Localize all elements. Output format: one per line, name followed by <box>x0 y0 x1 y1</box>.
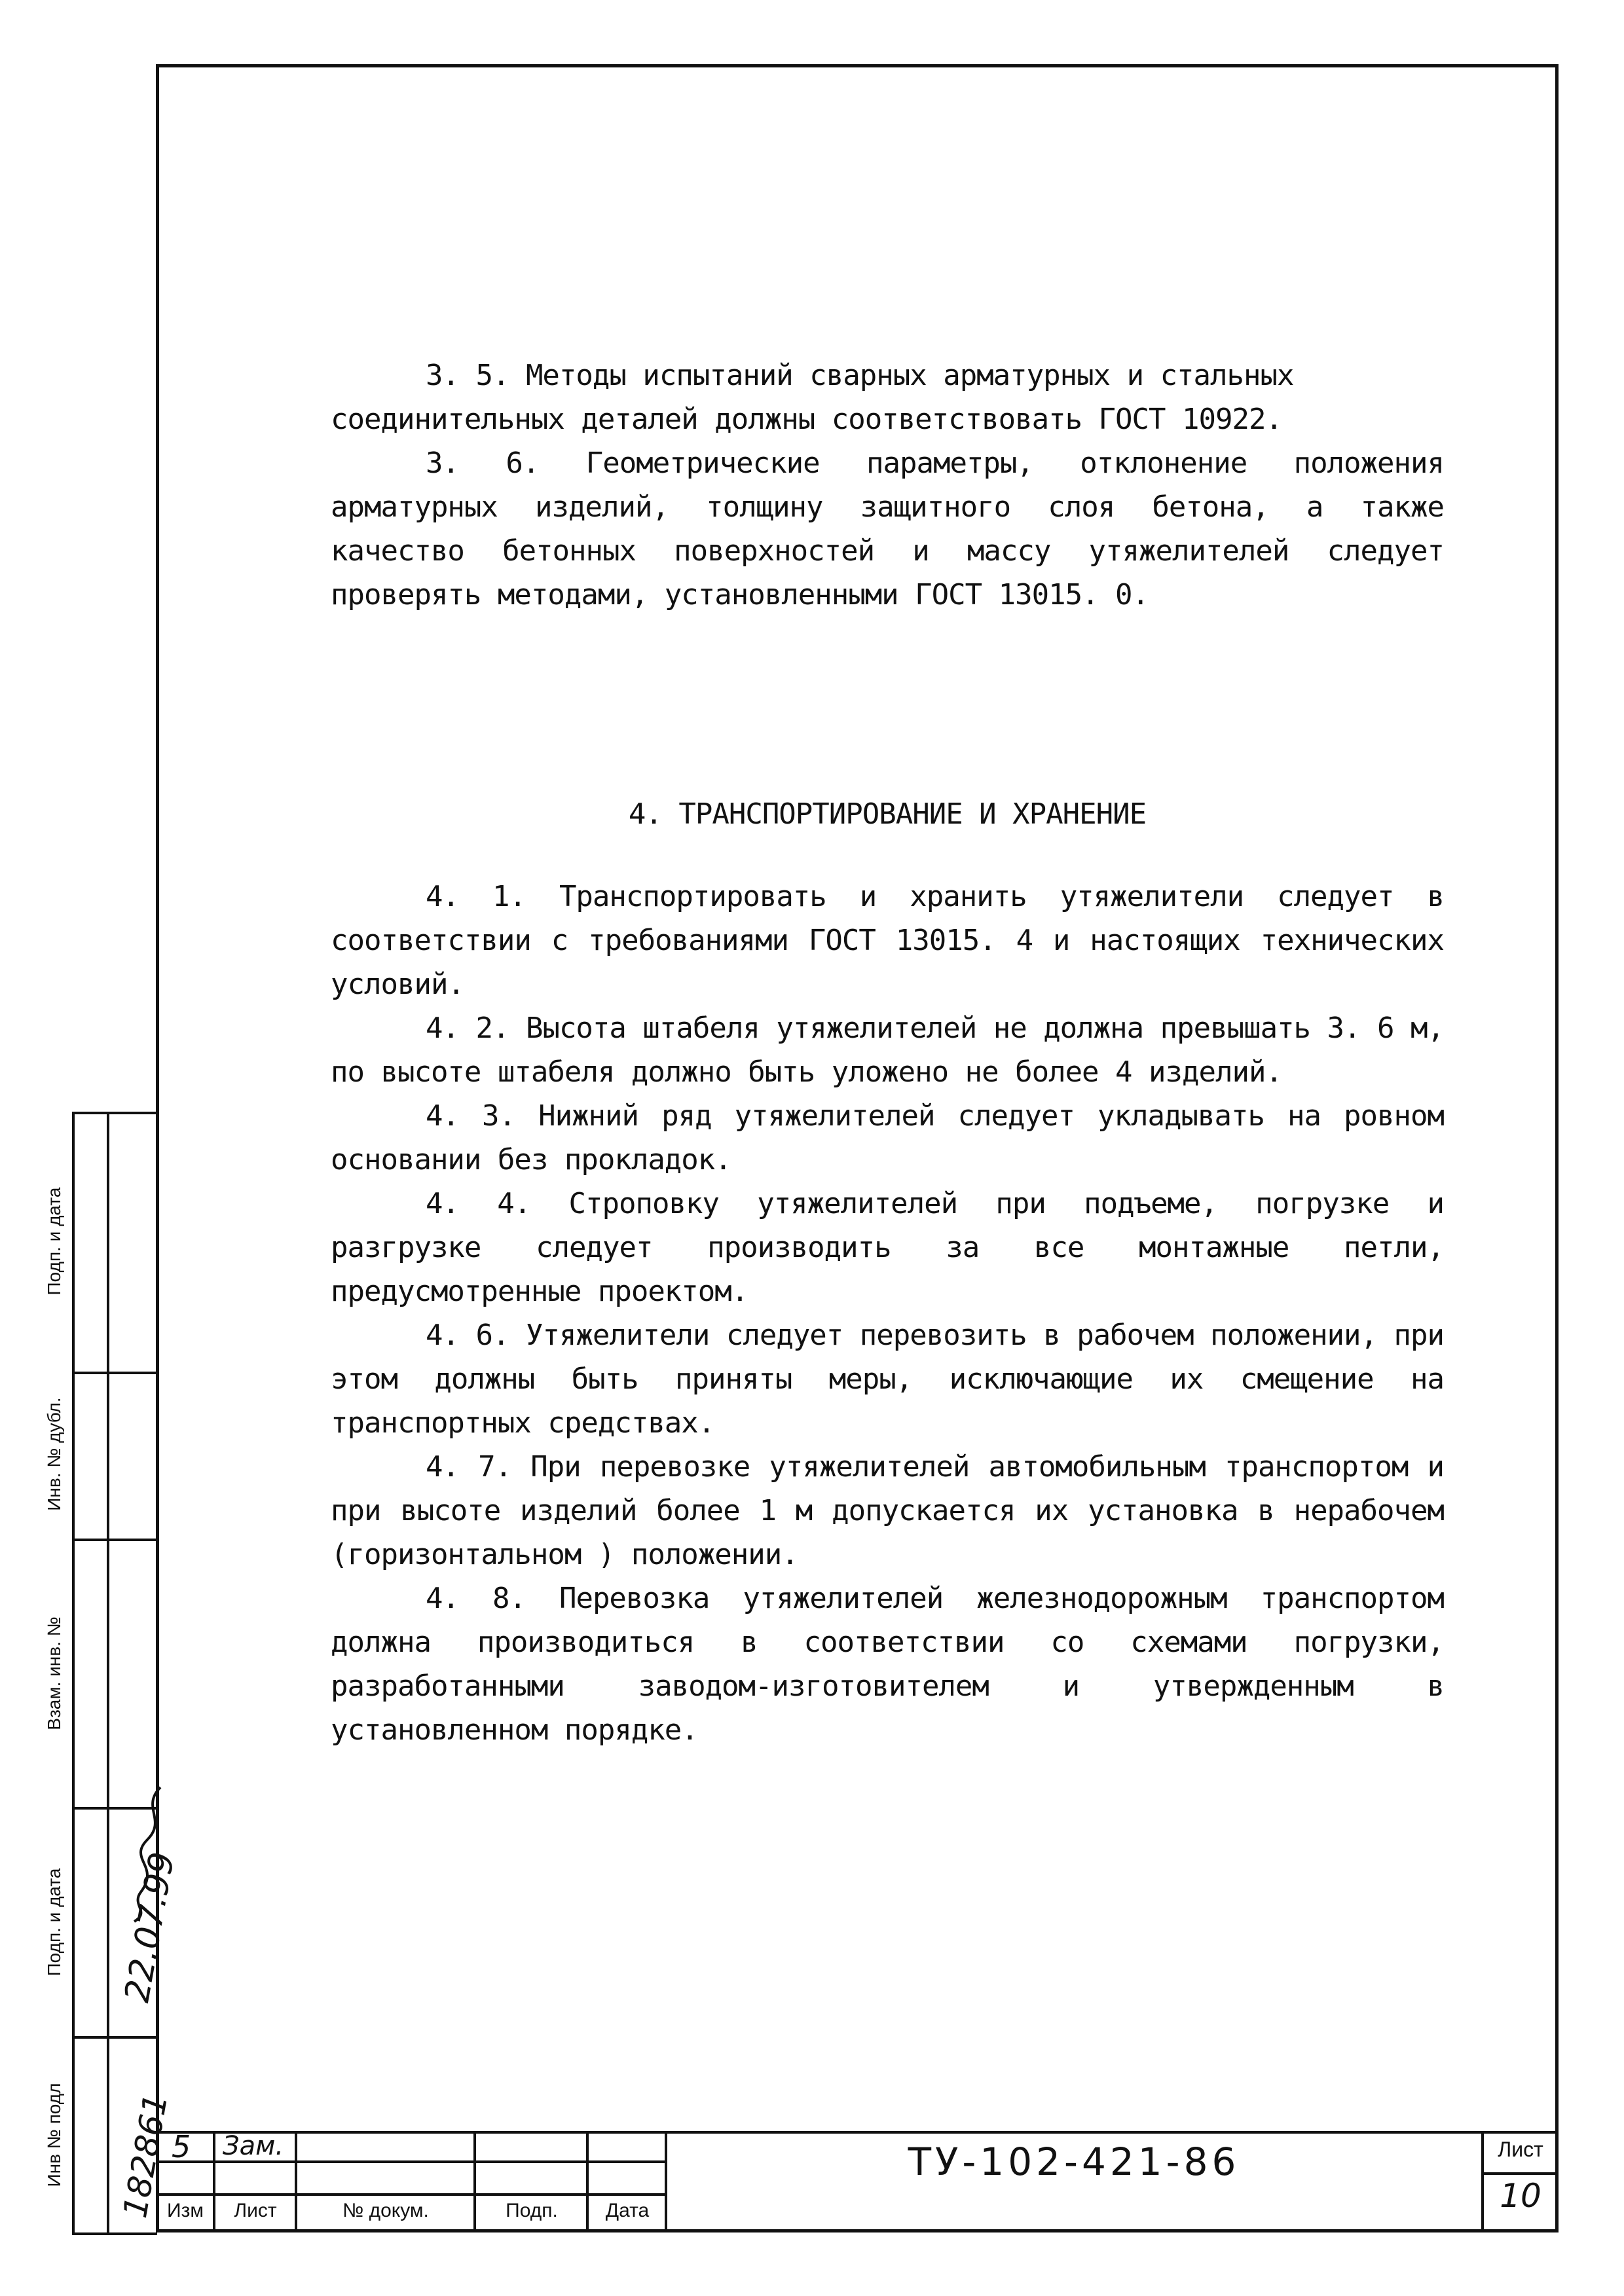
rev-number: 5 <box>172 2129 191 2164</box>
podp-data-label-bottom: Подп. и дата <box>44 1868 64 1977</box>
sheet-number: 10 <box>1500 2177 1541 2215</box>
handwritten-inv-number: 182861 <box>116 2090 175 2221</box>
paragraph-3-5-rest: соединительных деталей должны соответствовать ГОСТ 10922. <box>331 403 1282 436</box>
signature-icon <box>115 1781 174 1925</box>
title-block-header-line <box>156 2193 667 2196</box>
side-stamp-divider <box>72 1539 157 1541</box>
title-block-top-line <box>156 2131 1559 2134</box>
col-izm-label: Изм <box>167 2200 204 2221</box>
paragraph-4-8: 4. 8. Перевозка утяжелителей железнодорожным транспортом должна производиться в соответствии со схемами погрузки, разработанными заводом-изготовителем и утвержденным в установленном порядке. <box>331 1582 1444 1747</box>
side-stamp-bottom-line <box>72 2232 157 2235</box>
document-number: ТУ-102-421-86 <box>908 2140 1240 2184</box>
inv-dubl-label: Инв. № дубл. <box>44 1397 64 1511</box>
section-4 <box>331 875 1444 1752</box>
inv-podl-label: Инв № подл <box>44 2083 64 2187</box>
paragraph-4-1: 4. 1. Транспортировать и хранить утяжелители следует в соответствии с требованиями ГОСТ 13015. 4 и настоящих технических условий. <box>331 880 1444 1001</box>
paragraph-3-6: 3. 6. Геометрические параметры, отклонение положения арматурных изделий, толщину защитного слоя бетона, а также качество бетонных поверхностей и массу утяжелителей следует проверять методами, установленными ГОСТ 13015. 0. <box>331 446 1444 611</box>
col-list-label: Лист <box>234 2200 277 2221</box>
side-stamp-divider <box>72 1372 157 1374</box>
side-stamp-outer-line <box>72 1112 75 2232</box>
podp-data-label-top: Подп. и дата <box>44 1187 64 1296</box>
side-stamp-inner-line <box>107 1112 109 2232</box>
col-date-label: Дата <box>605 2200 650 2221</box>
sheet-label: Лист <box>1498 2138 1543 2161</box>
section-3 <box>331 354 1444 617</box>
col-doc-label: № докум. <box>342 2200 429 2221</box>
col-sign-label: Подп. <box>506 2200 558 2221</box>
sheet-box-line <box>1481 2172 1559 2175</box>
side-stamp-divider <box>72 2036 157 2039</box>
paragraph-4-3: 4. 3. Нижний ряд утяжелителей следует укладывать на ровном основании без прокладок. <box>331 1099 1444 1176</box>
paragraph-4-7: 4. 7. При перевозке утяжелителей автомобильным транспортом и при высоте изделий более 1 м допускается их установка в нерабочем (горизонтальном ) положении. <box>331 1450 1444 1571</box>
vzam-inv-label: Взам. инв. № <box>44 1616 64 1730</box>
rev-type: Зам. <box>223 2131 284 2161</box>
section-4-heading: 4. ТРАНСПОРТИРОВАНИЕ И ХРАНЕНИЕ <box>628 797 1147 831</box>
paragraph-4-4: 4. 4. Строповку утяжелителей при подъеме, погрузке и разгрузке следует производить за все монтажные петли, предусмотренные проектом. <box>331 1187 1444 1308</box>
paragraph-4-2: 4. 2. Высота штабеля утяжелителей не должна превышать 3. 6 м, по высоте штабеля должно быть уложено не более 4 изделий. <box>331 1011 1444 1089</box>
paragraph-4-6: 4. 6. Утяжелители следует перевозить в рабочем положении, при этом должны быть приняты меры, исключающие их смещение на транспортных средствах. <box>331 1319 1444 1440</box>
side-stamp-top-line <box>72 1112 157 1114</box>
handwritten-date: 22.07.99 <box>117 1849 183 2005</box>
paragraph-3-5-first: 3. 5. Методы испытаний сварных арматурных и стальных <box>426 359 1294 392</box>
